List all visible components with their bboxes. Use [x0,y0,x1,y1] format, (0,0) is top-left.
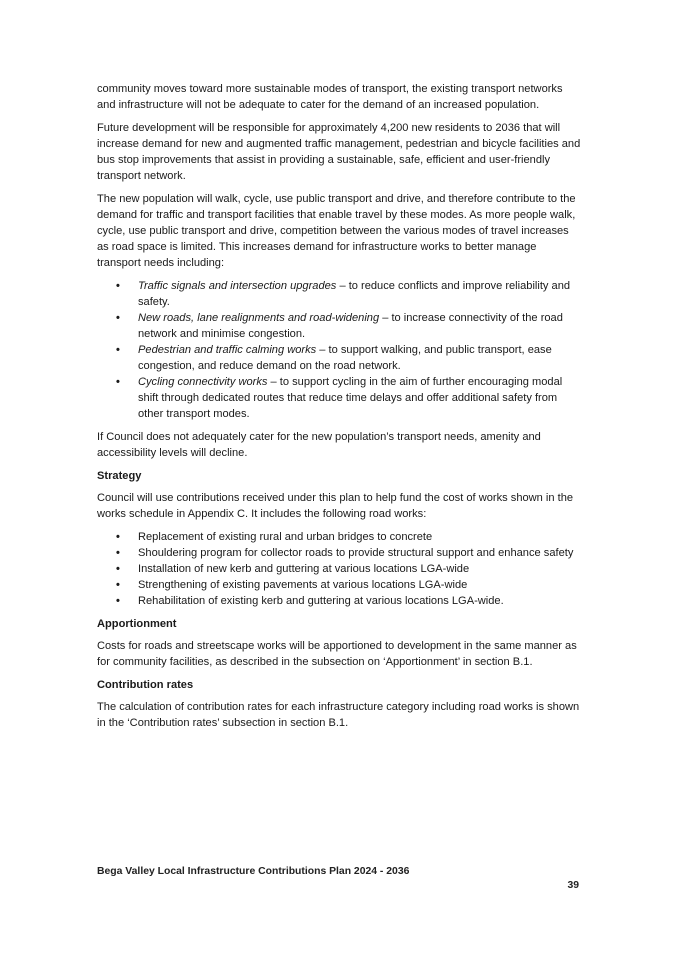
paragraph-transport-intro: community moves toward more sustainable modes of transport, the existing transport networks and infrastructure will not be adequate to cater for the demand of an increased population. [97,83,563,111]
list-item: • Strengthening of existing pavements at various locations LGA-wide [138,577,581,593]
list-item: • Shouldering program for collector roads to provide structural support and enhance safety [138,545,581,561]
list-item: • Rehabilitation of existing kerb and guttering at various locations LGA-wide. [138,593,581,609]
list-item: • Replacement of existing rural and urban bridges to concrete [138,529,581,545]
transport-needs-list [97,278,581,422]
list-item-term: New roads, lane realignments and road-widening [138,312,380,324]
heading-contribution-rates: Contribution rates [97,679,194,691]
list-item-term: Traffic signals and intersection upgrades [138,280,337,292]
list-item-desc: – to support cycling in the aim of further encouraging modal shift through dedicated routes that reduce time delays and offer additional safety from other transport modes. [138,376,563,420]
page-number: 39 [567,880,579,891]
list-item [138,374,581,422]
paragraph-future-development: Future development will be responsible for approximately 4,200 new residents to 2036 that will increase demand for new and augmented traffic management, pedestrian and bicycle facilities and bus stop improvements that assist in providing a sustainable, safe, efficient and user-friendly transport network. [97,122,581,182]
page-body [97,81,581,738]
list-item-desc: – to increase connectivity of the road network and minimise congestion. [138,312,563,340]
footer-document-title: Bega Valley Local Infrastructure Contributions Plan 2024 - 2036 [97,866,410,877]
heading-strategy: Strategy [97,470,142,482]
paragraph-contribution-rates: The calculation of contribution rates for each infrastructure category including road works is shown in the ‘Contribution rates’ subsection in section B.1. [97,701,580,729]
list-item-desc: – to reduce conflicts and improve reliability and safety. [138,280,571,308]
list-item [138,278,581,310]
paragraph-strategy: Council will use contributions received under this plan to help fund the cost of works shown in the works schedule in Appendix C. It includes the following road works: [97,492,574,520]
list-item [138,342,581,374]
list-item [138,310,581,342]
road-works-list [97,529,581,609]
heading-apportionment: Apportionment [97,618,177,630]
paragraph-amenity: If Council does not adequately cater for the new population’s transport needs, amenity and accessibility levels will decline. [97,431,541,459]
paragraph-apportionment: Costs for roads and streetscape works will be apportioned to development in the same manner as for community facilities, as described in the subsection on ‘Apportionment’ in section B.1. [97,640,577,668]
list-item-desc: – to support walking, and public transport, ease congestion, and reduce demand on the road network. [138,344,552,372]
list-item: • Installation of new kerb and guttering at various locations LGA-wide [138,561,581,577]
list-item-term: Pedestrian and traffic calming works [138,344,317,356]
list-item-term: Cycling connectivity works [138,376,268,388]
paragraph-new-population: The new population will walk, cycle, use public transport and drive, and therefore contribute to the demand for traffic and transport facilities that enable travel by these modes. As more people walk, cycle, use public transport and drive, competition between the various modes of travel increases as road space is limited. This increases demand for infrastructure works to better manage transport needs including: [97,193,576,269]
